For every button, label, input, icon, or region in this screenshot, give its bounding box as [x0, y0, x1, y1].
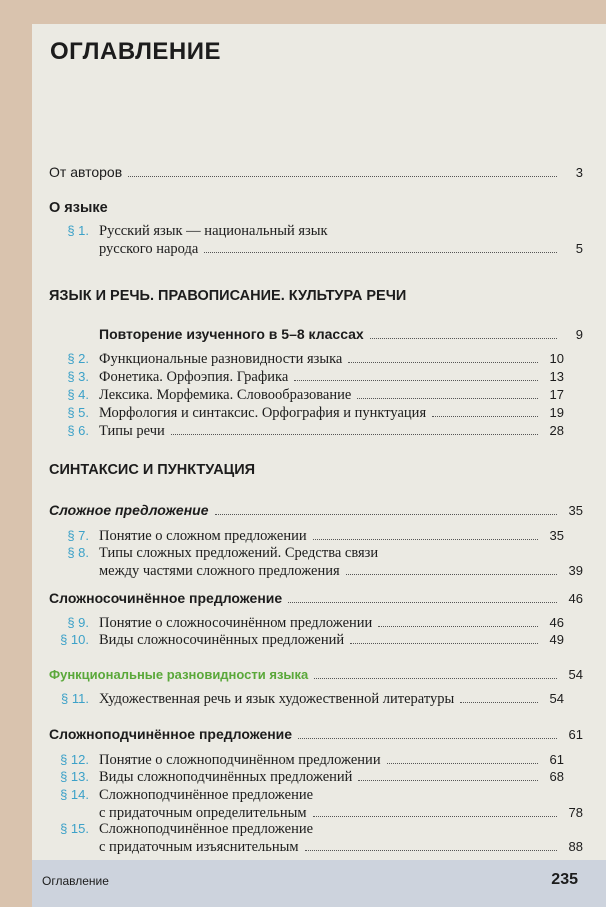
section-number: § 9.	[67, 615, 89, 630]
toc-entry-label-cont: русского народа	[99, 241, 199, 257]
toc-entry-label: Морфология и синтаксис. Орфография и пунктуация	[99, 405, 427, 421]
section-number: § 8.	[67, 545, 89, 560]
toc-page-number: 78	[568, 805, 583, 820]
toc-entry-label: Лексика. Морфемика. Словообразование	[99, 387, 352, 403]
section-number: § 11.	[61, 691, 89, 706]
toc-page-number: 54	[568, 667, 583, 682]
section-number: § 12.	[60, 752, 89, 767]
toc-entry-label-cont: между частями сложного предложения	[99, 563, 340, 579]
leader-dots	[305, 850, 557, 851]
toc-entry-label: Понятие о сложном предложении	[99, 528, 307, 544]
footer-page-number: 235	[551, 871, 578, 888]
section-number: § 2.	[67, 351, 89, 366]
toc-entry-11[interactable]	[32, 690, 606, 708]
toc-entry-12[interactable]	[32, 751, 606, 769]
toc-entry-2[interactable]	[32, 350, 606, 368]
toc-subheading-label: Функциональные разновидности языка	[49, 667, 309, 682]
leader-dots	[432, 416, 538, 417]
toc-page-number: 9	[575, 327, 583, 342]
toc-page-number: 49	[549, 632, 564, 647]
toc-page-number: 39	[568, 563, 583, 578]
toc-entry-7[interactable]	[32, 527, 606, 545]
toc-page-number: 46	[549, 615, 564, 630]
toc-entry-15[interactable]	[32, 820, 606, 856]
toc-page-number: 54	[549, 691, 564, 706]
toc-page-number: 61	[549, 752, 564, 767]
section-number: § 1.	[67, 223, 89, 238]
leader-dots	[350, 643, 538, 644]
toc-page-number: 3	[575, 165, 583, 180]
section-number: § 7.	[67, 528, 89, 543]
heading-section-language-speech: ЯЗЫК И РЕЧЬ. ПРАВОПИСАНИЕ. КУЛЬТУРА РЕЧИ	[49, 288, 407, 304]
toc-page-number: 10	[549, 351, 564, 366]
leader-dots	[370, 338, 557, 339]
toc-entry-label: Виды сложноподчинённых предложений	[99, 769, 353, 785]
toc-page-number: 68	[549, 769, 564, 784]
toc-page-number: 61	[568, 727, 583, 742]
toc-entry-label: Художественная речь и язык художественной литературы	[99, 691, 455, 707]
toc-entry-label: Понятие о сложноподчинённом предложении	[99, 752, 381, 768]
toc-entry-label: Типы сложных предложений. Средства связи	[99, 545, 379, 561]
leader-dots	[346, 574, 557, 575]
toc-entry-complex-sentence[interactable]	[32, 502, 606, 519]
toc-page-number: 35	[549, 528, 564, 543]
heading-about-language: О языке	[49, 200, 108, 216]
toc-entry-label: Функциональные разновидности языка	[99, 351, 343, 367]
leader-dots	[288, 602, 557, 603]
toc-entry-label: Сложноподчинённое предложение	[99, 787, 314, 803]
toc-entry-label-cont: с придаточным изъяснительным	[99, 839, 299, 855]
section-number: § 3.	[67, 369, 89, 384]
leader-dots	[294, 380, 538, 381]
toc-entry-8[interactable]	[32, 544, 606, 580]
toc-entry-3[interactable]	[32, 368, 606, 386]
leader-dots	[215, 514, 558, 515]
toc-entry-label: Фонетика. Орфоэпия. Графика	[99, 369, 289, 385]
leader-dots	[298, 738, 557, 739]
toc-page-number: 17	[549, 387, 564, 402]
leader-dots	[460, 702, 538, 703]
toc-subheading-label: Повторение изученного в 5–8 классах	[99, 326, 364, 342]
leader-dots	[357, 398, 538, 399]
page-title: ОГЛАВЛЕНИЕ	[50, 38, 222, 65]
leader-dots	[358, 780, 538, 781]
leader-dots	[378, 626, 538, 627]
leader-dots	[313, 816, 558, 817]
leader-dots	[387, 763, 538, 764]
toc-entry-label-cont: с придаточным определительным	[99, 805, 307, 821]
toc-entry-label: Виды сложносочинённых предложений	[99, 632, 345, 648]
toc-entry-complex-subordinate[interactable]	[32, 726, 606, 743]
section-number: § 10.	[60, 632, 89, 647]
toc-page-number: 28	[549, 423, 564, 438]
toc-page	[32, 24, 606, 907]
toc-entry-10[interactable]	[32, 631, 606, 649]
toc-entry-label: Понятие о сложносочинённом предложении	[99, 615, 373, 631]
leader-dots	[204, 252, 557, 253]
toc-subheading-label: Сложное предложение	[49, 502, 209, 518]
toc-entry-label: Русский язык — национальный язык	[99, 223, 328, 239]
toc-entry-compound-sentence[interactable]	[32, 590, 606, 607]
toc-entry-13[interactable]	[32, 768, 606, 786]
leader-dots	[313, 539, 538, 540]
section-number: § 6.	[67, 423, 89, 438]
toc-entry-5[interactable]	[32, 404, 606, 422]
leader-dots	[128, 176, 557, 177]
toc-entry-14[interactable]	[32, 786, 606, 822]
leader-dots	[348, 362, 538, 363]
toc-page-number: 19	[549, 405, 564, 420]
toc-subheading-label: Сложноподчинённое предложение	[49, 726, 293, 742]
toc-entry-label: Типы речи	[99, 423, 165, 439]
leader-dots	[171, 434, 538, 435]
heading-section-syntax: СИНТАКСИС И ПУНКТУАЦИЯ	[49, 462, 256, 478]
section-number: § 15.	[60, 821, 89, 836]
toc-page-number: 35	[568, 503, 583, 518]
toc-page-number: 88	[568, 839, 583, 854]
toc-entry-9[interactable]	[32, 614, 606, 632]
toc-entry-from-authors[interactable]	[32, 164, 606, 181]
toc-entry-functional-varieties[interactable]	[32, 666, 606, 683]
toc-page-number: 46	[568, 591, 583, 606]
toc-entry-repetition[interactable]	[32, 326, 606, 343]
leader-dots	[314, 678, 557, 679]
section-number: § 5.	[67, 405, 89, 420]
page-footer	[32, 860, 606, 907]
footer-label: Оглавление	[42, 874, 109, 888]
toc-subheading-label: Сложносочинённое предложение	[49, 590, 283, 606]
section-number: § 13.	[60, 769, 89, 784]
toc-page-number: 5	[575, 241, 583, 256]
toc-entry-6[interactable]	[32, 422, 606, 440]
section-number: § 4.	[67, 387, 89, 402]
toc-entry-label: Сложноподчинённое предложение	[99, 821, 314, 837]
toc-entry-1[interactable]	[32, 222, 606, 258]
toc-entry-label: От авторов	[49, 164, 123, 180]
section-number: § 14.	[60, 787, 89, 802]
toc-entry-4[interactable]	[32, 386, 606, 404]
toc-page-number: 13	[549, 369, 564, 384]
